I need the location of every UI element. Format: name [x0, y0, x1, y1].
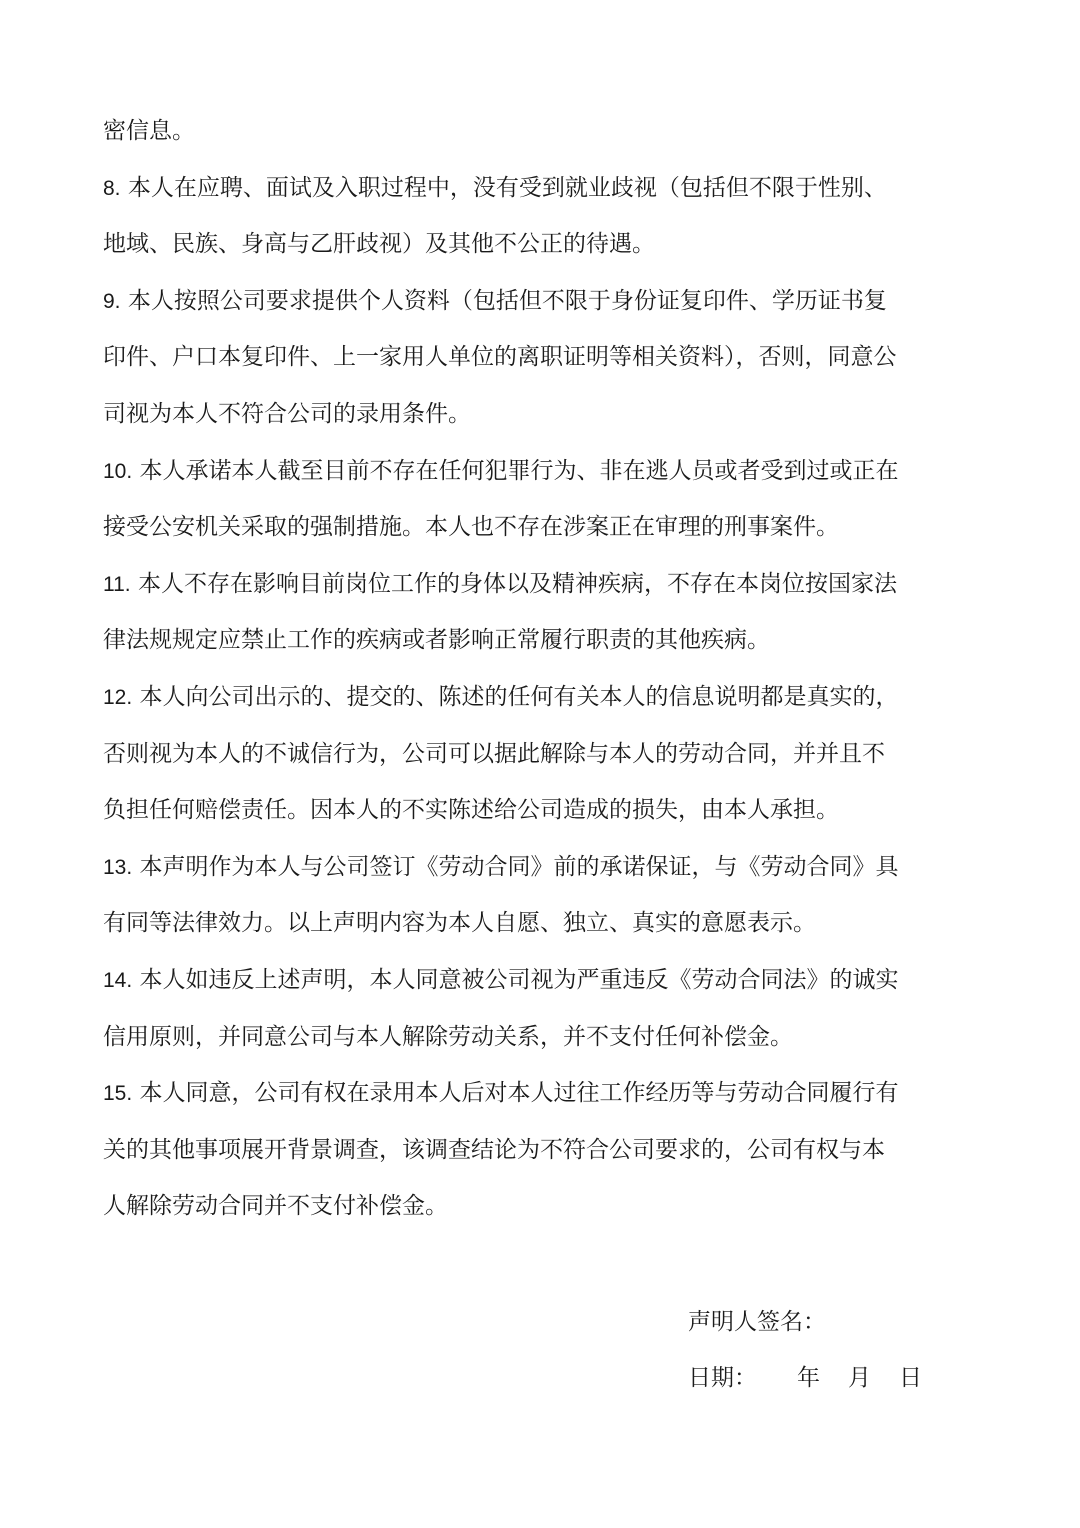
text-line: 14. 本人如违反上述声明，本人同意被公司视为严重违反《劳动合同法》的诚实 [103, 966, 899, 993]
clause-number: 13. [103, 855, 133, 879]
clause-number: 9. [103, 289, 121, 313]
date-year: 年 [797, 1365, 820, 1391]
text-line: 12. 本人向公司出示的、提交的、陈述的任何有关本人的信息说明都是真实的， [103, 683, 899, 710]
signature-block [688, 1294, 1008, 1406]
date-label: 日期： [688, 1365, 757, 1391]
text-line: 13. 本声明作为本人与公司签订《劳动合同》前的承诺保证，与《劳动合同》具 [103, 853, 899, 880]
text-line: 9. 本人按照公司要求提供个人资料（包括但不限于身份证复印件、学历证书复 [103, 287, 887, 314]
text-line: 密信息。 [103, 118, 195, 144]
text-line: 人解除劳动合同并不支付补偿金。 [103, 1193, 448, 1220]
declaration-body [103, 103, 983, 1235]
text-line: 接受公安机关采取的强制措施。本人也不存在涉案正在审理的刑事案件。 [103, 514, 839, 541]
clause-number: 14. [103, 968, 133, 992]
clause-number: 15. [103, 1082, 133, 1106]
clause-number: 10. [103, 459, 133, 483]
text-line: 地域、民族、身高与乙肝歧视）及其他不公正的待遇。 [103, 231, 655, 258]
text-line: 有同等法律效力。以上声明内容为本人自愿、独立、真实的意愿表示。 [103, 910, 816, 937]
text-line: 8. 本人在应聘、面试及入职过程中，没有受到就业歧视（包括但不限于性别、 [103, 174, 887, 201]
text-line: 11. 本人不存在影响目前岗位工作的身体以及精神疾病，不存在本岗位按国家法 [103, 570, 897, 597]
text-line: 否则视为本人的不诚信行为，公司可以据此解除与本人的劳动合同，并并且不 [103, 740, 885, 767]
clause-number: 12. [103, 685, 133, 709]
text-line: 信用原则，并同意公司与本人解除劳动关系，并不支付任何补偿金。 [103, 1023, 793, 1050]
signer-label: 声明人签名： [688, 1309, 826, 1335]
date-month: 月 [848, 1365, 871, 1391]
date-day: 日 [899, 1365, 922, 1391]
text-line: 10. 本人承诺本人截至目前不存在任何犯罪行为、非在逃人员或者受到过或正在 [103, 457, 899, 484]
text-line: 关的其他事项展开背景调查，该调查结论为不符合公司要求的，公司有权与本 [103, 1136, 885, 1163]
text-line: 司视为本人不符合公司的录用条件。 [103, 400, 471, 427]
text-line: 律法规规定应禁止工作的疾病或者影响正常履行职责的其他疾病。 [103, 627, 770, 654]
clause-number: 11. [103, 572, 131, 596]
text-line: 印件、户口本复印件、上一家用人单位的离职证明等相关资料），否则，同意公 [103, 344, 897, 371]
clause-number: 8. [103, 176, 121, 200]
text-line: 负担任何赔偿责任。因本人的不实陈述给公司造成的损失，由本人承担。 [103, 797, 839, 824]
text-line: 15. 本人同意，公司有权在录用本人后对本人过往工作经历等与劳动合同履行有 [103, 1080, 899, 1107]
date-line [688, 1350, 1008, 1406]
